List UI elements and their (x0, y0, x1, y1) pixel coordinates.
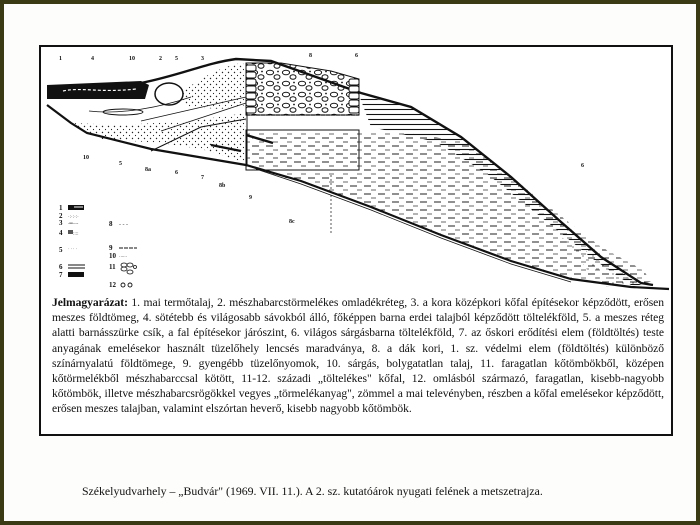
key-number: 6 (59, 263, 63, 271)
key-symbol-7 (68, 272, 84, 277)
key-symbol-3 (68, 222, 78, 227)
svg-text:·∙∙∙∙∙: ·∙∙∙∙∙ (119, 255, 127, 260)
boulder (155, 83, 183, 105)
wall-face-left (246, 65, 256, 113)
profile-label-top: 4 (91, 56, 94, 62)
key-number: 1 (59, 204, 63, 212)
svg-text:˙ ˙˙ ˙: ˙ ˙˙ ˙ (68, 249, 78, 254)
key-symbol-1 (68, 205, 84, 210)
profile-label-top: 3 (201, 56, 204, 62)
key-number: 5 (59, 246, 63, 254)
key-symbol-8 (119, 222, 128, 228)
key-number: 11 (109, 263, 116, 271)
profile-label-bottom: 10 (83, 155, 89, 161)
profile-label-top: 1 (59, 56, 62, 62)
key-number: 2 (59, 212, 63, 220)
profile-label-top: 5 (175, 56, 178, 62)
wall-face-right (349, 79, 359, 113)
key-number: 10 (109, 252, 116, 260)
key-number: 7 (59, 271, 63, 279)
svg-text:·:·:·:·: ·:·:·:· (68, 215, 79, 220)
section-drawing (41, 47, 671, 295)
page (4, 4, 696, 521)
label-right: 6 (581, 163, 584, 169)
profile-label-bottom: 8b (219, 183, 226, 189)
layer-11-wall (246, 63, 359, 115)
profile-label-top: 10 (129, 56, 135, 62)
key-number: 4 (59, 229, 63, 237)
figure-caption: Székelyudvarhely – „Budvár" (1969. VII. 11.). A 2. sz. kutatóárok nyugati felének a metszetrajza. (82, 484, 543, 498)
key-symbol-5 (68, 249, 77, 254)
svg-text:- - -: - - - (119, 222, 128, 228)
svg-text:::::: :::: (73, 232, 79, 237)
key-number: 9 (109, 244, 113, 252)
symbol-key (59, 204, 137, 289)
key-symbol-6 (68, 265, 85, 268)
key-number: 12 (109, 281, 116, 289)
profile-label-top: 2 (159, 56, 162, 62)
layer-10 (71, 113, 246, 163)
key-symbol-12 (121, 283, 132, 287)
svg-text:∙═∙∙╌: ∙═∙∙╌ (68, 222, 79, 227)
key-symbol-10 (119, 255, 127, 260)
profile-label-bottom: 5 (119, 161, 122, 167)
key-symbol-11 (121, 263, 137, 274)
profile-label-bottom: 8a (145, 167, 151, 173)
layer-8-block (246, 130, 359, 170)
legend-body: 1. mai termőtalaj, 2. mészhabarcstörmelékes omladékréteg, 3. a kora középkori kőfal építésekor képződött, erősen meszes földtömeg, 4. sötétebb és világosabb sávokból álló, főképpen barna erdei talajból képződött töltelékföld, 5. a meszes réteg alatti barnásszürke csík, a fal építésekor járószint, 6. világos sárgásbarna töltelékföld, 7. az őskori erődítési elem (földtöltés) teste anyagának emelésekor használt tüzelőhely lencsés maradványa, 8. a dák kori, 1. sz. védelmi elem (földtöltés) különböző színárnyalatú földtömege, 9. gyengébb tüzelőnyomok, 10. sárgás, bolygatatlan talaj, 11. faragatlan kőtömbökből, középen kőtörmelékből mészhabarccsal kötött, 11-12. századi „töltelékes" kőfal, 12. omlásból származó, faragatlan, kisebb-nagyobb kőtömbök, illetve mészhabarcsrögökkel vegyes „törmelékanyag", zömmel a mai televényben, részben a kőfal emelésekor képződött, erősen meszes talajban, valamint elszórtan heverő, kisebb nagyobb kőtömbök. (52, 296, 664, 416)
profile-label-bottom: 7 (201, 175, 204, 181)
legend-text (52, 295, 664, 417)
profile-label-bottom: 8c (289, 219, 295, 225)
key-symbol-2 (68, 215, 79, 220)
profile-label-bottom: 6 (175, 170, 178, 176)
legend-heading: Jelmagyarázat: (52, 296, 128, 309)
profile-label-top: 6 (355, 53, 358, 59)
figure-box (39, 45, 673, 436)
profile-label-top: 8 (309, 53, 312, 59)
key-symbol-4 (68, 230, 79, 237)
key-number: 3 (59, 219, 63, 227)
key-number: 8 (109, 220, 113, 228)
profile-label-bottom: 9 (249, 195, 252, 201)
